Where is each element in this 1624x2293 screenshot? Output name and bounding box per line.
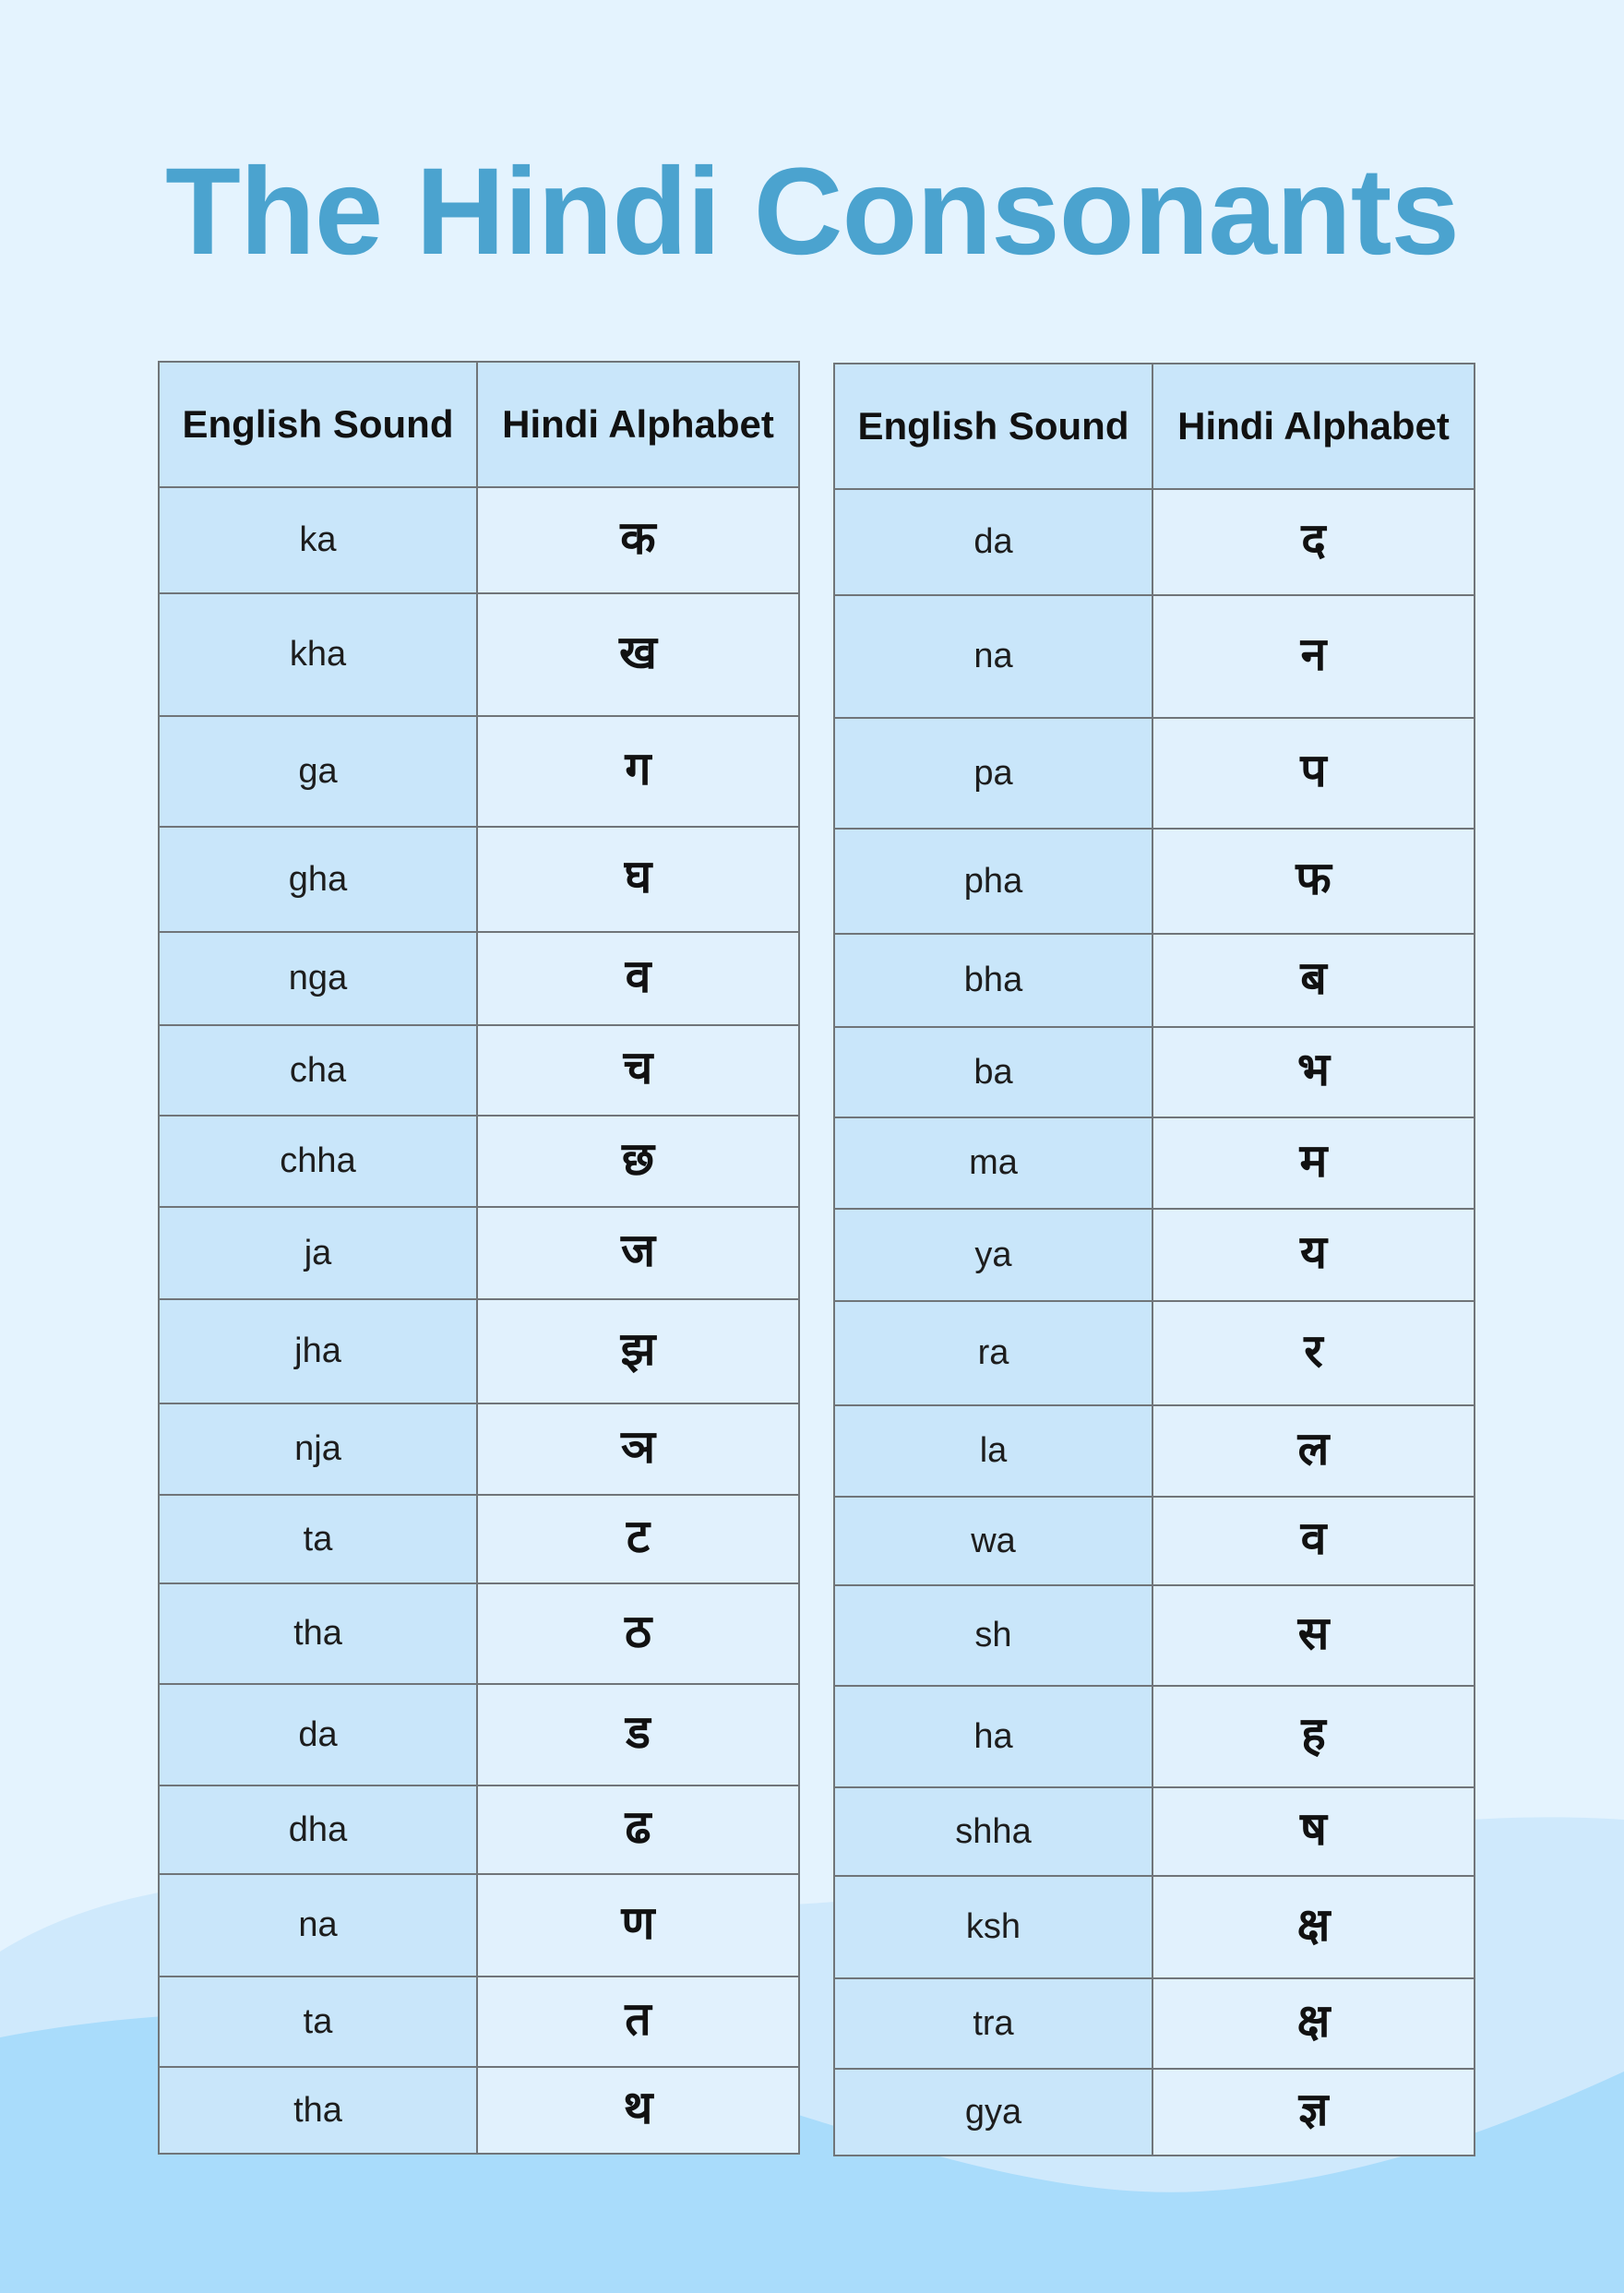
english-sound-cell: ba bbox=[834, 1027, 1152, 1117]
hindi-letter-cell bbox=[1152, 1585, 1475, 1686]
table-row bbox=[834, 829, 1475, 934]
english-sound-cell: ksh bbox=[834, 1876, 1152, 1978]
table-header-row bbox=[834, 364, 1475, 489]
hindi-letter: स bbox=[1297, 1606, 1330, 1660]
table-row bbox=[834, 1117, 1475, 1209]
hindi-letter: ञ bbox=[620, 1419, 656, 1474]
english-sound-cell: tha bbox=[159, 1583, 477, 1684]
hindi-letter: ख bbox=[619, 625, 657, 679]
table-row bbox=[834, 1978, 1475, 2069]
table-row bbox=[159, 1583, 799, 1684]
hindi-letter: भ bbox=[1296, 1043, 1331, 1096]
hindi-letter: ठ bbox=[624, 1604, 652, 1658]
hindi-letter: ढ bbox=[625, 1800, 651, 1854]
english-sound-cell: pa bbox=[834, 718, 1152, 829]
hindi-letter: ट bbox=[626, 1510, 651, 1563]
english-sound-cell: nga bbox=[159, 932, 477, 1025]
hindi-letter-cell bbox=[477, 1785, 799, 1874]
table-row bbox=[159, 1403, 799, 1495]
table-row bbox=[159, 827, 799, 932]
english-sound-cell: cha bbox=[159, 1025, 477, 1116]
hindi-letter: र bbox=[1304, 1323, 1323, 1378]
english-sound-cell: nja bbox=[159, 1403, 477, 1495]
hindi-letter-cell bbox=[1152, 1027, 1475, 1117]
hindi-letter-cell bbox=[1152, 934, 1475, 1027]
hindi-letter-cell bbox=[477, 487, 799, 593]
hindi-letter: व bbox=[1300, 1511, 1327, 1565]
english-sound-cell: ya bbox=[834, 1209, 1152, 1301]
table-row bbox=[834, 718, 1475, 829]
hindi-letter-cell bbox=[477, 593, 799, 716]
english-sound-cell: ga bbox=[159, 716, 477, 827]
table-row bbox=[159, 1025, 799, 1116]
english-sound-cell: sh bbox=[834, 1585, 1152, 1686]
english-sound-cell: tra bbox=[834, 1978, 1152, 2069]
english-sound-cell: ra bbox=[834, 1301, 1152, 1405]
table-row bbox=[159, 1495, 799, 1583]
header-english-sound: English Sound bbox=[834, 364, 1152, 489]
hindi-letter-cell bbox=[477, 1116, 799, 1207]
table-row bbox=[834, 595, 1475, 718]
english-sound-cell: jha bbox=[159, 1299, 477, 1403]
hindi-letter-cell bbox=[477, 1977, 799, 2067]
table-row bbox=[159, 1874, 799, 1977]
page-title: The Hindi Consonants bbox=[165, 143, 1459, 281]
table-row bbox=[159, 1299, 799, 1403]
english-sound-cell: chha bbox=[159, 1116, 477, 1207]
english-sound-cell: tha bbox=[159, 2067, 477, 2154]
hindi-letter-cell bbox=[477, 1684, 799, 1785]
table-header-row bbox=[159, 362, 799, 487]
hindi-letter-cell bbox=[477, 1495, 799, 1583]
hindi-letter: ड bbox=[626, 1705, 651, 1759]
hindi-letter-cell bbox=[477, 1025, 799, 1116]
table-row bbox=[159, 2067, 799, 2154]
hindi-letter-cell bbox=[477, 1583, 799, 1684]
table-row bbox=[159, 1684, 799, 1785]
english-sound-cell: na bbox=[834, 595, 1152, 718]
table-row bbox=[834, 934, 1475, 1027]
table-row bbox=[834, 1787, 1475, 1876]
hindi-letter-cell bbox=[1152, 1978, 1475, 2069]
consonant-table-left bbox=[158, 361, 800, 2155]
english-sound-cell: ha bbox=[834, 1686, 1152, 1787]
table-row bbox=[159, 932, 799, 1025]
hindi-letter: ज bbox=[620, 1224, 656, 1277]
hindi-letter-cell bbox=[477, 1207, 799, 1299]
table-row bbox=[159, 1207, 799, 1299]
hindi-letter-cell bbox=[477, 932, 799, 1025]
hindi-letter-cell bbox=[1152, 1876, 1475, 1978]
hindi-letter-cell bbox=[477, 2067, 799, 2154]
hindi-letter-cell bbox=[1152, 1117, 1475, 1209]
header-english-sound: English Sound bbox=[159, 362, 477, 487]
table-row bbox=[159, 487, 799, 593]
hindi-letter-cell bbox=[1152, 1497, 1475, 1585]
table-row bbox=[834, 489, 1475, 595]
english-sound-cell: pha bbox=[834, 829, 1152, 934]
hindi-letter: क bbox=[620, 510, 656, 565]
hindi-letter-cell bbox=[1152, 489, 1475, 595]
table-row bbox=[159, 716, 799, 827]
hindi-letter: ल bbox=[1297, 1421, 1330, 1475]
hindi-letter: ण bbox=[621, 1895, 655, 1950]
hindi-letter: च bbox=[623, 1041, 653, 1094]
table-row bbox=[834, 1027, 1475, 1117]
hindi-letter: क्ष bbox=[1296, 1897, 1331, 1952]
english-sound-cell: kha bbox=[159, 593, 477, 716]
table-row bbox=[159, 593, 799, 716]
hindi-letter-cell bbox=[1152, 829, 1475, 934]
english-sound-cell: ja bbox=[159, 1207, 477, 1299]
hindi-letter: द bbox=[1301, 512, 1326, 567]
consonant-table-right bbox=[833, 363, 1475, 2156]
hindi-letter: थ bbox=[623, 2081, 653, 2134]
english-sound-cell: gya bbox=[834, 2069, 1152, 2156]
header-hindi-alphabet: Hindi Alphabet bbox=[1152, 364, 1475, 489]
hindi-letter-cell bbox=[1152, 1209, 1475, 1301]
english-sound-cell: na bbox=[159, 1874, 477, 1977]
table-row bbox=[834, 2069, 1475, 2156]
english-sound-cell: bha bbox=[834, 934, 1152, 1027]
hindi-letter-cell bbox=[1152, 1301, 1475, 1405]
hindi-letter: घ bbox=[624, 850, 652, 903]
table-row bbox=[834, 1497, 1475, 1585]
hindi-letter: प bbox=[1300, 744, 1327, 797]
english-sound-cell: ma bbox=[834, 1117, 1152, 1209]
english-sound-cell: ka bbox=[159, 487, 477, 593]
hindi-letter-cell bbox=[1152, 1405, 1475, 1497]
english-sound-cell: ta bbox=[159, 1495, 477, 1583]
table-row bbox=[834, 1686, 1475, 1787]
table-row bbox=[834, 1876, 1475, 1978]
english-sound-cell: shha bbox=[834, 1787, 1152, 1876]
hindi-letter: ब bbox=[1300, 950, 1327, 1005]
hindi-letter: ग bbox=[625, 742, 651, 795]
hindi-letter: ष bbox=[1300, 1802, 1327, 1856]
hindi-letter: व bbox=[625, 949, 651, 1003]
hindi-letter: फ bbox=[1296, 852, 1331, 905]
english-sound-cell: la bbox=[834, 1405, 1152, 1497]
english-sound-cell: gha bbox=[159, 827, 477, 932]
english-sound-cell: ta bbox=[159, 1977, 477, 2067]
hindi-letter: ह bbox=[1301, 1707, 1326, 1761]
hindi-letter-cell bbox=[477, 1403, 799, 1495]
hindi-letter-cell bbox=[477, 716, 799, 827]
table-row bbox=[834, 1405, 1475, 1497]
english-sound-cell: dha bbox=[159, 1785, 477, 1874]
hindi-letter: छ bbox=[621, 1131, 655, 1186]
hindi-letter: झ bbox=[620, 1321, 656, 1376]
hindi-letter-cell bbox=[1152, 718, 1475, 829]
hindi-letter: न bbox=[1300, 627, 1327, 681]
hindi-letter-cell bbox=[1152, 1686, 1475, 1787]
table-row bbox=[159, 1116, 799, 1207]
hindi-letter-cell bbox=[1152, 1787, 1475, 1876]
table-row bbox=[834, 1209, 1475, 1301]
hindi-letter: क्ष bbox=[1296, 1994, 1331, 2048]
hindi-letter-cell bbox=[477, 827, 799, 932]
english-sound-cell: wa bbox=[834, 1497, 1152, 1585]
hindi-letter-cell bbox=[477, 1874, 799, 1977]
hindi-letter: त bbox=[625, 1992, 651, 2046]
hindi-letter: म bbox=[1299, 1133, 1328, 1188]
table-row bbox=[834, 1301, 1475, 1405]
hindi-letter: य bbox=[1300, 1225, 1327, 1279]
table-row bbox=[159, 1977, 799, 2067]
header-hindi-alphabet: Hindi Alphabet bbox=[477, 362, 799, 487]
table-row bbox=[159, 1785, 799, 1874]
english-sound-cell: da bbox=[834, 489, 1152, 595]
hindi-letter: ज्ञ bbox=[1298, 2083, 1329, 2136]
hindi-letter-cell bbox=[477, 1299, 799, 1403]
english-sound-cell: da bbox=[159, 1684, 477, 1785]
table-row bbox=[834, 1585, 1475, 1686]
hindi-letter-cell bbox=[1152, 2069, 1475, 2156]
hindi-letter-cell bbox=[1152, 595, 1475, 718]
